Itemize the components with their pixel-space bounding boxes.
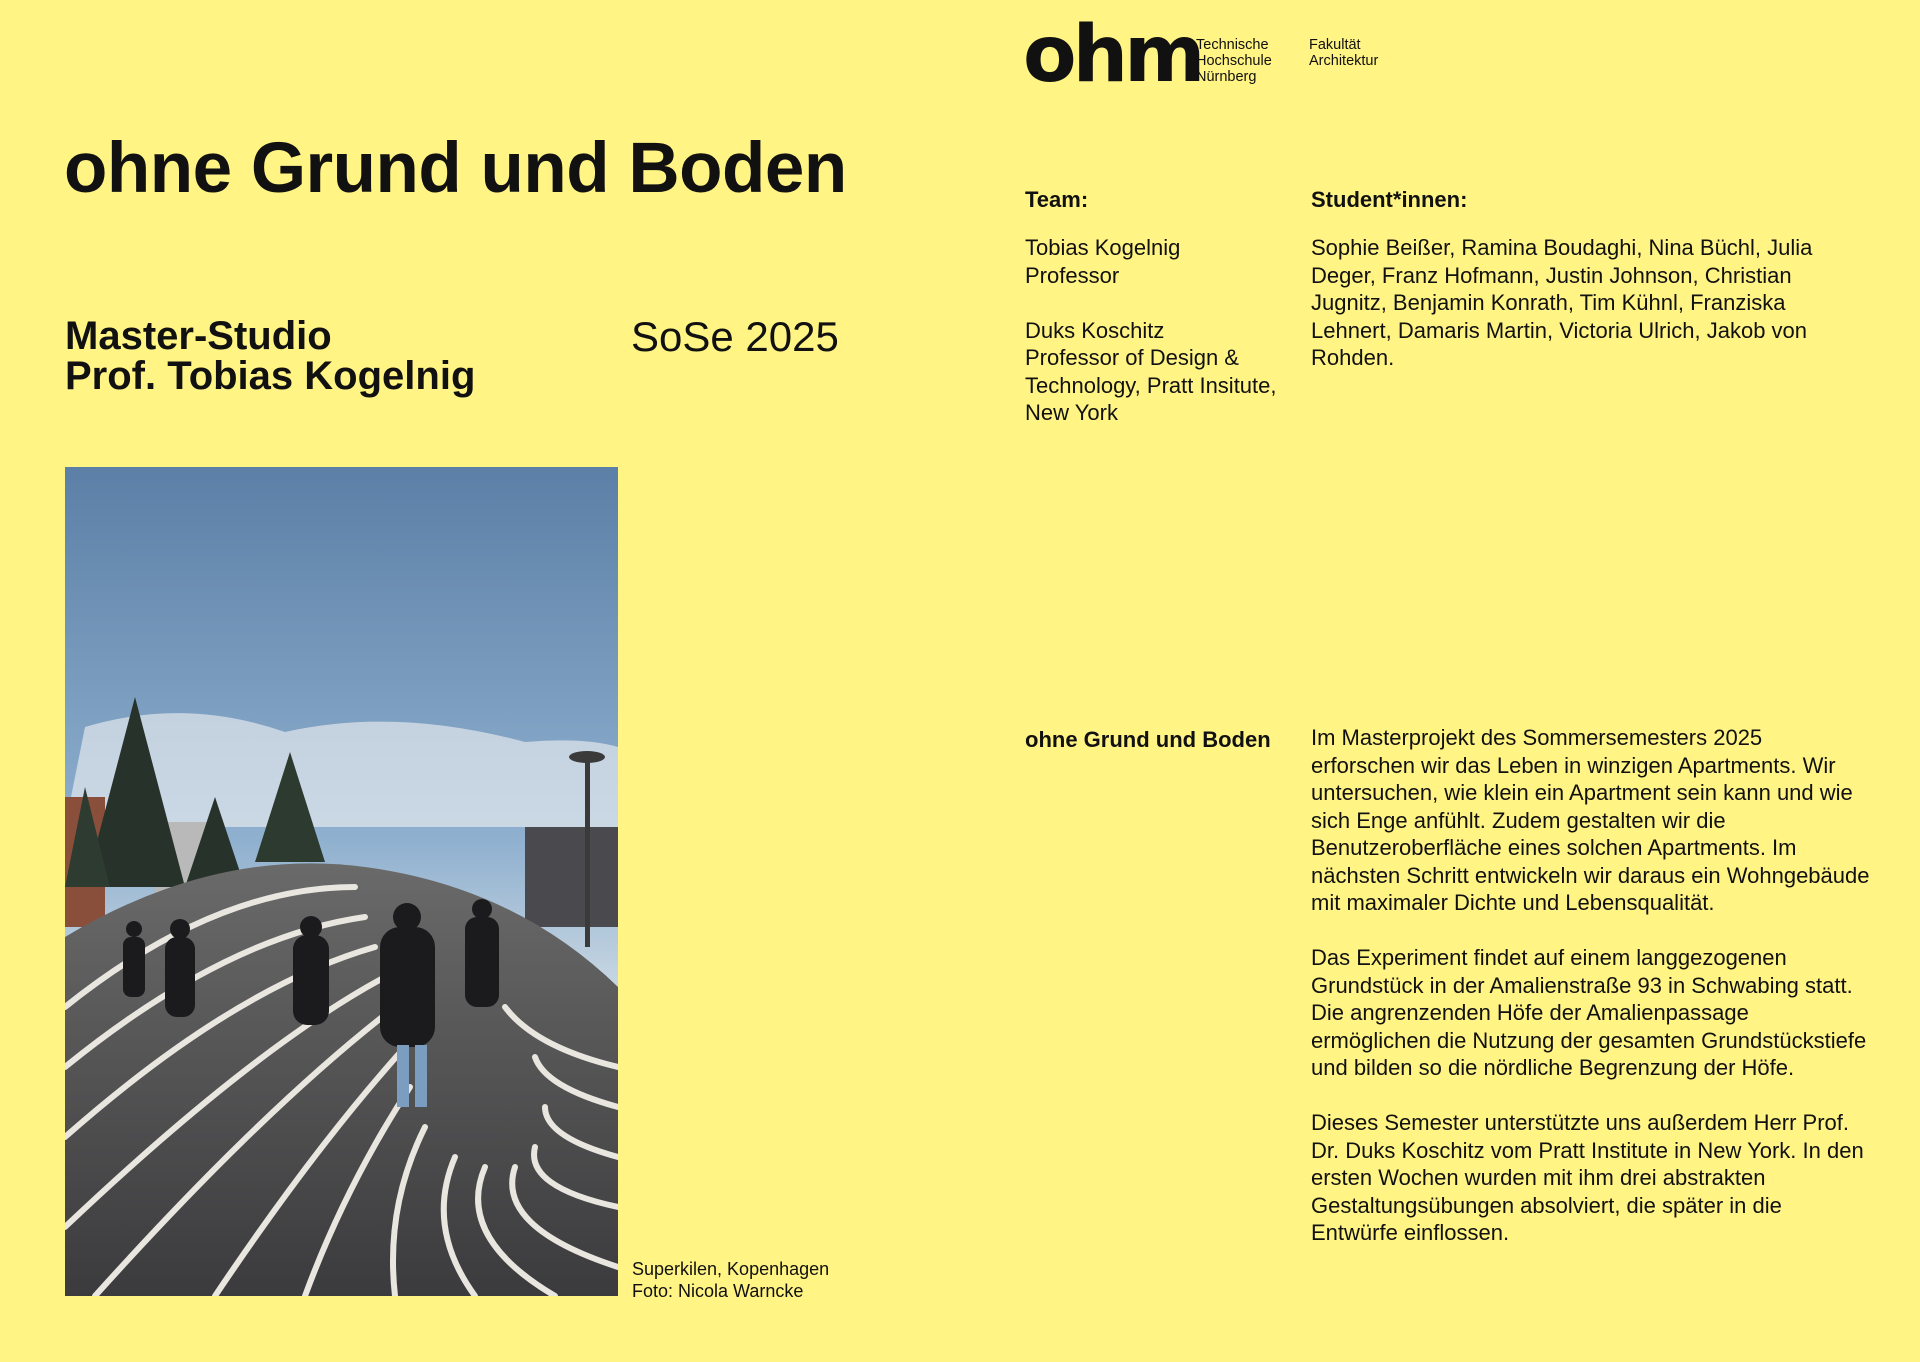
team-label: Team: [1025,187,1089,212]
caption-credit: Foto: Nicola Warncke [632,1281,804,1301]
superkilen-photo [65,467,618,1296]
faculty-name [1309,37,1378,69]
team-member-name: Tobias Kogelnig [1025,235,1181,260]
project-description [1311,724,1871,1274]
project-paragraph: Das Experiment findet auf einem langgezogenen Grundstück in der Amalienstraße 93 in Schwabing statt. Die angrenzenden Höfe der Amalienpassage ermöglichen die Nutzung der gesamten Grundstückstiefe und bilden so die nördliche Begrenzung der Höfe. [1311,945,1867,1080]
school-name-line: Technische [1196,37,1269,53]
professor-line: Prof. Tobias Kogelnig [65,354,476,398]
studio-heading [65,316,475,396]
team-member [1025,317,1295,427]
semester-label: SoSe 2025 [631,313,839,360]
team-member [1025,234,1295,289]
faculty-name-line: Architektur [1309,53,1379,69]
project-label: ohne Grund und Boden [1025,727,1271,752]
team-member-role: Professor [1025,262,1120,288]
ohm-logo [1023,10,1202,100]
ohm-logo-mark: ohm [1023,10,1202,100]
faculty-name-line: Fakultät [1309,37,1361,53]
studio-line: Master-Studio [65,314,332,358]
project-paragraph: Im Masterprojekt des Sommersemesters 2025 erforschen wir das Leben in winzigen Apartments. Wir untersuchen, wie klein ein Apartment sein kann und wie sich Enge anfühlt. Zudem gestalten wir die Benutzeroberfläche eines solchen Apartments. Im nächsten Schritt entwickeln wir daraus ein Wohngebäude mit maximaler Dichte und Lebensqualität. [1311,725,1870,915]
page-title: ohne Grund und Boden [64,129,847,208]
students-list: Sophie Beißer, Ramina Boudaghi, Nina Büchl, Julia Deger, Franz Hofmann, Justin Johnson, Christian Jugnitz, Benjamin Konrath, Tim Kühnl, Franziska Lehnert, Damaris Martin, Victoria Ulrich, Jakob von Rohden. [1311,235,1813,370]
school-name [1196,37,1272,85]
team-member-name: Duks Koschitz [1025,317,1165,343]
students-label: Student*innen: [1311,187,1468,212]
team-member-role: Professor of Design & Technology, Pratt Insitute, New York [1025,345,1277,425]
caption-location: Superkilen, Kopenhagen [632,1259,830,1279]
photo-caption [632,1258,829,1302]
project-paragraph: Dieses Semester unterstützte uns außerdem Herr Prof. Dr. Duks Koschitz vom Pratt Institute in New York. In den ersten Wochen wurden mit ihm drei abstrakten Gestaltungsübungen absolviert, die später in die Entwürfe einflossen. [1311,1110,1864,1245]
school-name-line: Nürnberg [1196,69,1257,85]
team-list [1025,234,1295,454]
school-name-line: Hochschule [1196,53,1272,69]
